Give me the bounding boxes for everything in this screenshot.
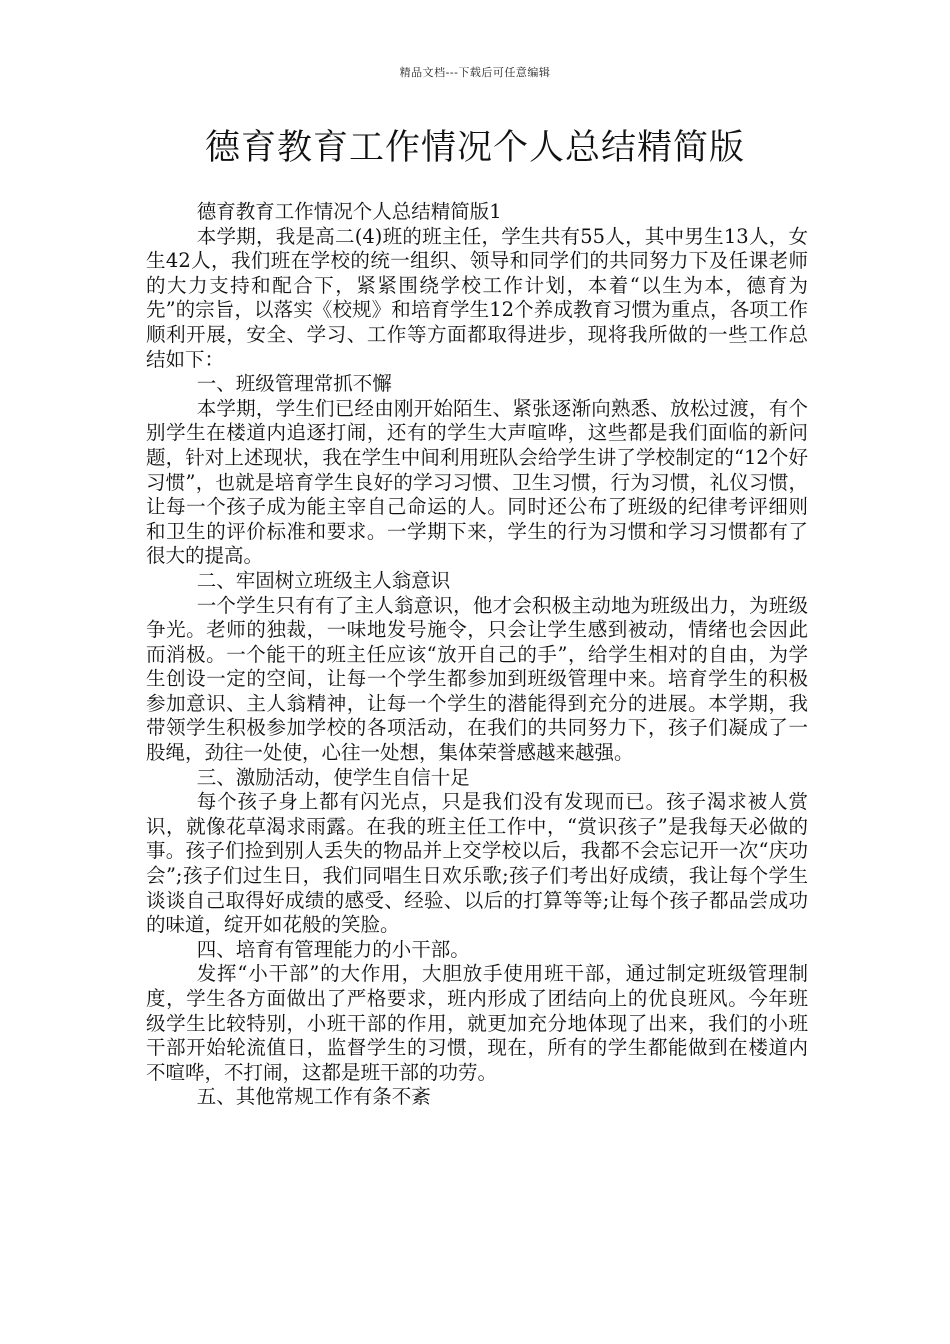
section-heading: 二、牢固树立班级主人翁意识 bbox=[196, 568, 451, 592]
page-header-note: 精品文档---下载后可任意编辑 bbox=[399, 66, 551, 79]
body-paragraph: 本学期，我是高二(4)班的班主任，学生共有55人，其中男生13人，女生42人，我们班在学校的统一组织、领导和同学们的共同努力下及任课老师的大力支持和配合下，紧紧围绕学校工作计划，本着“以生为本，德育为先”的宗旨，以落实《校规》和培育学生12个养成教育习惯为重点，各项工作顺利开展，安全、学习、工作等方面都取得进步，现将我所做的一些工作总结如下： bbox=[146, 224, 808, 371]
section-heading: 五、其他常规工作有条不紊 bbox=[196, 1085, 431, 1109]
body-paragraph: 一个学生只有有了主人翁意识，他才会积极主动地为班级出力，为班级争光。老师的独裁，一味地发号施令，只会让学生感到被动，情绪也会因此而消极。一个能干的班主任应该“放开自己的手”，给学生相对的自由，为学生创设一定的空间，让每一个学生都参加到班级管理中来。培育学生的积极参加意识、主人翁精神，让每一个学生的潜能得到充分的进展。本学期，我带领学生积极参加学校的各项活动，在我们的共同努力下，孩子们凝成了一股绳，劲往一处使，心往一处想，集体荣誉感越来越强。 bbox=[146, 593, 808, 765]
document-title: 德育教育工作情况个人总结精简版 bbox=[204, 128, 745, 168]
body-paragraph: 发挥“小干部”的大作用，大胆放手使用班干部，通过制定班级管理制度，学生各方面做出了严格要求，班内形成了团结向上的优良班风。今年班级学生比较特别，小班干部的作用，就更加充分地体现了出来，我们的小班干部开始轮流值日，监督学生的习惯，现在，所有的学生都能做到在楼道内不喧哗，不打闹，这都是班干部的功劳。 bbox=[146, 962, 808, 1084]
document-body bbox=[146, 200, 808, 1110]
body-paragraph: 本学期，学生们已经由刚开始陌生、紧张逐渐向熟悉、放松过渡，有个别学生在楼道内追逐打闹，还有的学生大声喧哗，这些都是我们面临的新问题，针对上述现状，我在学生中间利用班队会给学生讲了学校制定的“12个好习惯”，也就是培育学生良好的学习习惯、卫生习惯，行为习惯，礼仪习惯，让每一个孩子成为能主宰自己命运的人。同时还公布了班级的纪律考评细则和卫生的评价标准和要求。一学期下来，学生的行为习惯和学习习惯都有了很大的提高。 bbox=[146, 396, 808, 568]
body-paragraph: 每个孩子身上都有闪光点，只是我们没有发现而已。孩子渴求被人赏识，就像花草渴求雨露。在我的班主任工作中，“赏识孩子”是我每天必做的事。孩子们捡到别人丢失的物品并上交学校以后，我都不会忘记开一次“庆功会”;孩子们过生日，我们同唱生日欢乐歌;孩子们考出好成绩，我让每个学生谈谈自己取得好成绩的感受、经验、以后的打算等等;让每个孩子都品尝成功的味道，绽开如花般的笑脸。 bbox=[146, 790, 808, 937]
section-heading: 三、激励活动，使学生自信十足 bbox=[196, 765, 470, 789]
section-heading: 四、培育有管理能力的小干部。 bbox=[196, 937, 470, 961]
document-subtitle: 德育教育工作情况个人总结精简版1 bbox=[196, 200, 502, 223]
section-heading: 一、班级管理常抓不懈 bbox=[196, 372, 392, 396]
